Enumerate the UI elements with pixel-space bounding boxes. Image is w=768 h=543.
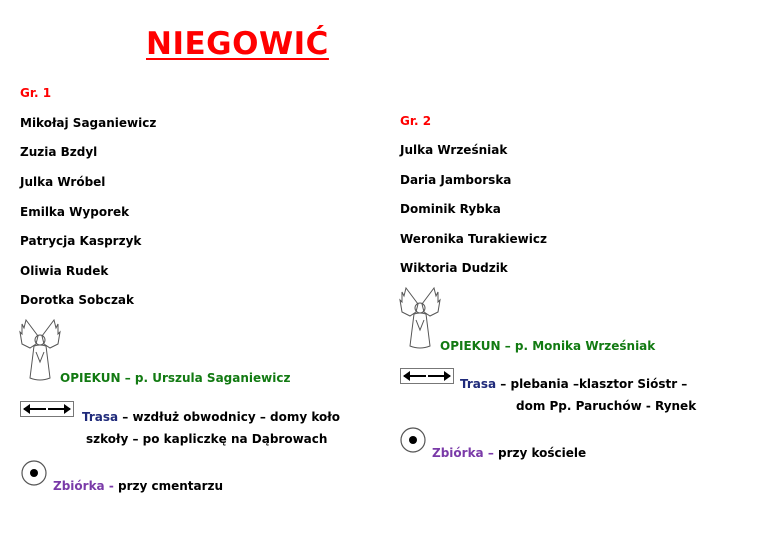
group2-guardian: OPIEKUN – p. Monika Wrześniak — [440, 339, 656, 353]
group1-member: Zuzia Bzdyl — [20, 145, 98, 159]
group1-member: Oliwia Rudek — [20, 264, 109, 278]
target-point-icon — [400, 427, 426, 453]
group1-member: Patrycja Kasprzyk — [20, 234, 142, 248]
page-title: NIEGOWIĆ — [146, 26, 329, 62]
group2-label: Gr. 2 — [400, 114, 432, 128]
group2-meeting-text: przy kościele — [493, 446, 587, 460]
group2-meeting-label: Zbiórka – — [432, 446, 494, 460]
angel-icon — [398, 286, 442, 352]
group1-guardian: OPIEKUN – p. Urszula Saganiewicz — [60, 371, 291, 385]
group1-meeting-text: przy cmentarzu — [113, 479, 224, 493]
group2-route-label: Trasa — [460, 377, 497, 391]
double-arrow-icon — [400, 368, 454, 384]
group1-route-label: Trasa — [82, 410, 119, 424]
group1-member: Dorotka Sobczak — [20, 293, 135, 307]
angel-icon — [18, 318, 62, 384]
target-point-icon — [21, 460, 47, 486]
group1-member: Mikołaj Saganiewicz — [20, 116, 157, 130]
group1-meeting-label: Zbiórka - — [53, 479, 114, 493]
group2-member: Julka Wrześniak — [400, 143, 508, 157]
group2-member: Dominik Rybka — [400, 202, 501, 216]
group2-route-line2: dom Pp. Paruchów - Rynek — [516, 399, 697, 413]
group1-label: Gr. 1 — [20, 86, 52, 100]
group1-route-line2: szkoły – po kapliczkę na Dąbrowach — [86, 432, 328, 446]
double-arrow-icon — [20, 401, 74, 417]
group2-route-line1: – plebania –klasztor Sióstr – — [496, 377, 688, 391]
group1-member: Emilka Wyporek — [20, 205, 130, 219]
group2-member: Weronika Turakiewicz — [400, 232, 547, 246]
group2-member: Daria Jamborska — [400, 173, 512, 187]
group1-member: Julka Wróbel — [20, 175, 106, 189]
group2-member: Wiktoria Dudzik — [400, 261, 508, 275]
group1-route-line1: – wzdłuż obwodnicy – domy koło — [118, 410, 340, 424]
